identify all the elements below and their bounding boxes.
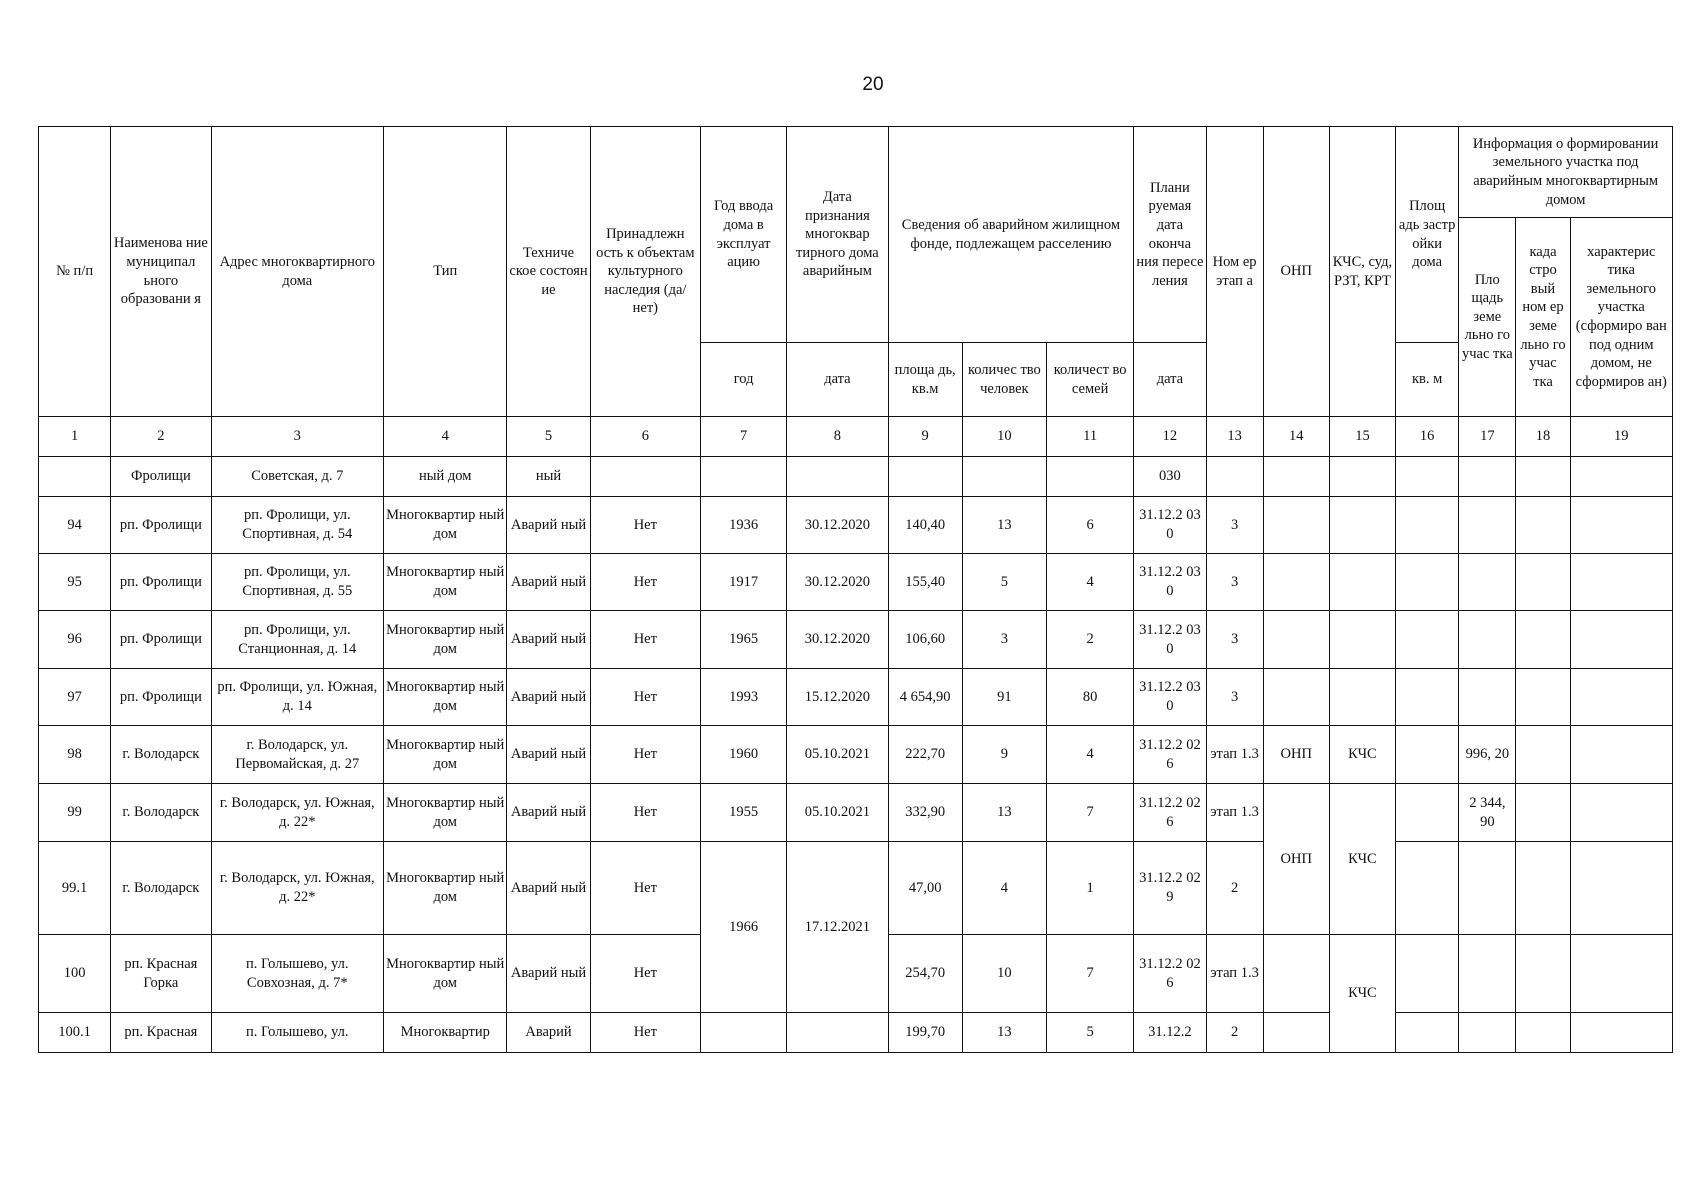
cell-heritage: Нет — [590, 611, 700, 669]
column-number: 17 — [1459, 417, 1516, 457]
col-header-stage: Ном ер этап а — [1206, 127, 1263, 417]
cell-municipality: рп. Фролищи — [111, 669, 211, 726]
cell-year: 1965 — [700, 611, 786, 669]
cell-num: 99.1 — [39, 842, 111, 935]
col-header-number: № п/п — [39, 127, 111, 417]
cell-recognition-date: 30.12.2020 — [787, 554, 888, 611]
cell-state: Аварий ный — [507, 726, 590, 784]
table-row-continued — [39, 457, 1673, 497]
cell-municipality: рп. Фролищи — [111, 611, 211, 669]
cell-stage: 3 — [1206, 669, 1263, 726]
cell-state: Аварий ный — [507, 784, 590, 842]
cell-area: 106,60 — [888, 611, 962, 669]
column-number: 6 — [590, 417, 700, 457]
cell-heritage: Нет — [590, 935, 700, 1013]
column-number: 2 — [111, 417, 211, 457]
column-number: 1 — [39, 417, 111, 457]
cell-state: Аварий ный — [507, 554, 590, 611]
cell-end-date: 31.12.2 029 — [1134, 842, 1206, 935]
column-number: 4 — [384, 417, 507, 457]
col-header-build-area: Площ адь застр ойки дома — [1396, 127, 1459, 343]
cell-type: Многоквартир ный дом — [384, 842, 507, 935]
col-header-tech-state: Техниче ское состоян ие — [507, 127, 590, 417]
cell-people: 10 — [962, 935, 1046, 1013]
cell-area: 254,70 — [888, 935, 962, 1013]
cell-stage: 3 — [1206, 611, 1263, 669]
col-header-cadastral-number: када стро вый ном ер земе льно го учас тка — [1516, 218, 1570, 417]
cell-plot-area: 2 344, 90 — [1459, 784, 1516, 842]
cell-families: 5 — [1047, 1013, 1134, 1053]
cell-address: рп. Фролищи, ул. Станционная, д. 14 — [211, 611, 384, 669]
cell-end-date: 030 — [1134, 457, 1206, 497]
cell-state: Аварий ный — [507, 497, 590, 554]
cell-heritage: Нет — [590, 554, 700, 611]
col-header-land-plot-group: Информация о формировании земельного участка под аварийным многоквартирным домом — [1459, 127, 1673, 218]
cell-area: 47,00 — [888, 842, 962, 935]
page-number — [0, 74, 1697, 96]
col-header-municipality: Наименова ние муниципал ьного образовани я — [111, 127, 211, 417]
cell-kchs: КЧС — [1329, 726, 1395, 784]
cell-address: г. Володарск, ул. Южная, д. 22* — [211, 784, 384, 842]
cell-people: 91 — [962, 669, 1046, 726]
column-number: 15 — [1329, 417, 1395, 457]
cell-num: 94 — [39, 497, 111, 554]
table-row — [39, 842, 1673, 935]
cell-recognition-date: 17.12.2021 — [787, 842, 888, 1013]
col-header-families: количест во семей — [1047, 343, 1134, 417]
cell-families: 2 — [1047, 611, 1134, 669]
cell-year: 1993 — [700, 669, 786, 726]
cell-people: 13 — [962, 784, 1046, 842]
cell-municipality: рп. Красная Горка — [111, 935, 211, 1013]
column-number: 19 — [1570, 417, 1672, 457]
table-row — [39, 554, 1673, 611]
cell-families: 4 — [1047, 554, 1134, 611]
cell-state: Аварий ный — [507, 611, 590, 669]
cell-recognition-date: 30.12.2020 — [787, 611, 888, 669]
col-header-type: Тип — [384, 127, 507, 417]
cell-stage: этап 1.3 — [1206, 726, 1263, 784]
table-row — [39, 611, 1673, 669]
cell-area: 199,70 — [888, 1013, 962, 1053]
cell-stage: этап 1.3 — [1206, 935, 1263, 1013]
col-header-kchs: КЧС, суд, РЗТ, КРТ — [1329, 127, 1395, 417]
cell-stage: 2 — [1206, 1013, 1263, 1053]
column-number-row — [39, 417, 1673, 457]
cell-address: п. Голышево, ул. — [211, 1013, 384, 1053]
cell-municipality: г. Володарск — [111, 726, 211, 784]
cell-num — [39, 457, 111, 497]
cell-people: 13 — [962, 497, 1046, 554]
cell-num: 99 — [39, 784, 111, 842]
cell-year: 1966 — [700, 842, 786, 1013]
cell-address: г. Володарск, ул. Первомайская, д. 27 — [211, 726, 384, 784]
column-number: 8 — [787, 417, 888, 457]
col-header-people: количес тво человек — [962, 343, 1046, 417]
cell-recognition-date: 05.10.2021 — [787, 726, 888, 784]
cell-people: 4 — [962, 842, 1046, 935]
cell-end-date: 31.12.2 030 — [1134, 611, 1206, 669]
col-header-address: Адрес многоквартирного дома — [211, 127, 384, 417]
column-number: 18 — [1516, 417, 1570, 457]
cell-area: 140,40 — [888, 497, 962, 554]
cell-municipality: рп. Фролищи — [111, 497, 211, 554]
emergency-housing-table — [38, 126, 1673, 1053]
cell-people: 9 — [962, 726, 1046, 784]
cell-families: 1 — [1047, 842, 1134, 935]
cell-end-date: 31.12.2 030 — [1134, 669, 1206, 726]
col-header-year: Год ввода дома в эксплуат ацию — [700, 127, 786, 343]
cell-families: 4 — [1047, 726, 1134, 784]
column-number: 10 — [962, 417, 1046, 457]
cell-end-date: 31.12.2 030 — [1134, 554, 1206, 611]
cell-type: ный дом — [384, 457, 507, 497]
cell-heritage: Нет — [590, 669, 700, 726]
cell-state: Аварий — [507, 1013, 590, 1053]
col-header-heritage: Принадлежн ость к объектам культурного наследия (да/нет) — [590, 127, 700, 417]
table-row — [39, 784, 1673, 842]
cell-address: г. Володарск, ул. Южная, д. 22* — [211, 842, 384, 935]
cell-end-date: 31.12.2 030 — [1134, 497, 1206, 554]
cell-state: Аварий ный — [507, 935, 590, 1013]
cell-stage: 2 — [1206, 842, 1263, 935]
table-row — [39, 726, 1673, 784]
col-header-build-area-unit: кв. м — [1396, 343, 1459, 417]
cell-year: 1960 — [700, 726, 786, 784]
col-header-area: площа дь, кв.м — [888, 343, 962, 417]
page-number-text: 20 — [862, 74, 884, 95]
cell-onp: ОНП — [1263, 726, 1329, 784]
cell-families: 7 — [1047, 935, 1134, 1013]
cell-type: Многоквартир ный дом — [384, 935, 507, 1013]
cell-area: 332,90 — [888, 784, 962, 842]
col-header-plot-area: Пло щадь земе льно го учас тка — [1459, 218, 1516, 417]
cell-type: Многоквартир ный дом — [384, 497, 507, 554]
col-header-plot-characteristic: характерис тика земельного участка (сформиро ван под одним домом, не сформиров ан) — [1570, 218, 1672, 417]
column-number: 3 — [211, 417, 384, 457]
cell-num: 96 — [39, 611, 111, 669]
cell-address: Советская, д. 7 — [211, 457, 384, 497]
cell-address: рп. Фролищи, ул. Южная, д. 14 — [211, 669, 384, 726]
cell-heritage: Нет — [590, 1013, 700, 1053]
column-number: 9 — [888, 417, 962, 457]
cell-municipality: рп. Красная — [111, 1013, 211, 1053]
cell-end-date: 31.12.2 — [1134, 1013, 1206, 1053]
cell-year: 1936 — [700, 497, 786, 554]
cell-municipality: Фролищи — [111, 457, 211, 497]
cell-recognition-date: 05.10.2021 — [787, 784, 888, 842]
column-number: 14 — [1263, 417, 1329, 457]
cell-area: 222,70 — [888, 726, 962, 784]
col-header-planned-end-date: Плани руемая дата оконча ния пересе ления — [1134, 127, 1206, 343]
cell-families: 80 — [1047, 669, 1134, 726]
cell-stage: 3 — [1206, 497, 1263, 554]
cell-end-date: 31.12.2 026 — [1134, 935, 1206, 1013]
table-row — [39, 1013, 1673, 1053]
cell-address: рп. Фролищи, ул. Спортивная, д. 55 — [211, 554, 384, 611]
cell-end-date: 31.12.2 026 — [1134, 726, 1206, 784]
cell-year: 1917 — [700, 554, 786, 611]
cell-type: Многоквартир ный дом — [384, 669, 507, 726]
cell-plot-area: 996, 20 — [1459, 726, 1516, 784]
cell-municipality: г. Володарск — [111, 842, 211, 935]
cell-people: 5 — [962, 554, 1046, 611]
cell-state: ный — [507, 457, 590, 497]
cell-onp: ОНП — [1263, 784, 1329, 935]
col-header-date-sub: дата — [787, 343, 888, 417]
cell-num: 95 — [39, 554, 111, 611]
cell-address: п. Голышево, ул. Совхозная, д. 7* — [211, 935, 384, 1013]
cell-heritage: Нет — [590, 784, 700, 842]
column-number: 13 — [1206, 417, 1263, 457]
cell-stage: этап 1.3 — [1206, 784, 1263, 842]
cell-municipality: г. Володарск — [111, 784, 211, 842]
cell-type: Многоквартир — [384, 1013, 507, 1053]
cell-municipality: рп. Фролищи — [111, 554, 211, 611]
cell-num: 100.1 — [39, 1013, 111, 1053]
cell-families: 6 — [1047, 497, 1134, 554]
col-header-onp: ОНП — [1263, 127, 1329, 417]
cell-recognition-date: 15.12.2020 — [787, 669, 888, 726]
column-number: 11 — [1047, 417, 1134, 457]
cell-address: рп. Фролищи, ул. Спортивная, д. 54 — [211, 497, 384, 554]
cell-stage: 3 — [1206, 554, 1263, 611]
cell-kchs: КЧС — [1329, 784, 1395, 935]
column-number: 5 — [507, 417, 590, 457]
cell-recognition-date: 30.12.2020 — [787, 497, 888, 554]
cell-people: 3 — [962, 611, 1046, 669]
cell-heritage: Нет — [590, 842, 700, 935]
cell-num: 98 — [39, 726, 111, 784]
column-number: 7 — [700, 417, 786, 457]
cell-type: Многоквартир ный дом — [384, 611, 507, 669]
cell-state: Аварий ный — [507, 669, 590, 726]
column-number: 12 — [1134, 417, 1206, 457]
column-number: 16 — [1396, 417, 1459, 457]
cell-num: 97 — [39, 669, 111, 726]
cell-families: 7 — [1047, 784, 1134, 842]
col-header-recognition-date: Дата признания многоквар тирного дома аварийным — [787, 127, 888, 343]
cell-heritage: Нет — [590, 726, 700, 784]
cell-type: Многоквартир ный дом — [384, 784, 507, 842]
cell-state: Аварий ный — [507, 842, 590, 935]
cell-num: 100 — [39, 935, 111, 1013]
cell-type: Многоквартир ный дом — [384, 726, 507, 784]
cell-heritage: Нет — [590, 497, 700, 554]
col-header-year-sub: год — [700, 343, 786, 417]
cell-end-date: 31.12.2 026 — [1134, 784, 1206, 842]
cell-people: 13 — [962, 1013, 1046, 1053]
cell-area: 155,40 — [888, 554, 962, 611]
cell-year: 1955 — [700, 784, 786, 842]
table-row — [39, 669, 1673, 726]
cell-area: 4 654,90 — [888, 669, 962, 726]
cell-kchs: КЧС — [1329, 935, 1395, 1053]
col-header-emergency-fund-group: Сведения об аварийном жилищном фонде, подлежащем расселению — [888, 127, 1134, 343]
cell-type: Многоквартир ный дом — [384, 554, 507, 611]
table-row — [39, 497, 1673, 554]
col-header-end-date-sub: дата — [1134, 343, 1206, 417]
